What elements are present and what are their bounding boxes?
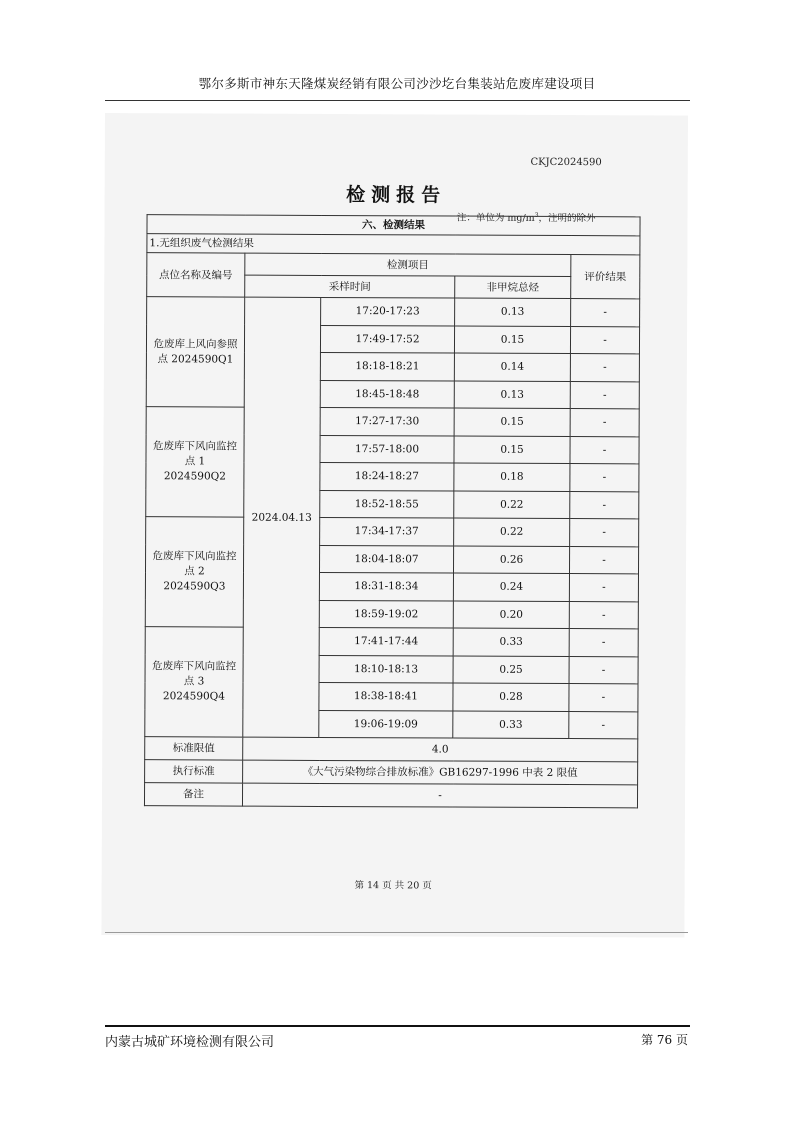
nmhc-value-cell: 0.33 [453, 711, 569, 739]
remark-row [144, 783, 637, 808]
standard-limit-row-value: 4.0 [243, 737, 638, 762]
footer-page-number: 第 76 页 [641, 1033, 688, 1047]
section-title: 六、检测结果 [147, 215, 640, 236]
evaluation-cell: - [570, 491, 639, 519]
sampling-time-cell: 18:38-18:41 [319, 682, 453, 710]
table-row [146, 517, 639, 547]
unit-note-superscript: 3 [534, 211, 539, 219]
header-divider [105, 100, 690, 101]
table-row [146, 407, 639, 437]
sampling-time-cell: 17:34-17:37 [320, 517, 454, 545]
nmhc-value-cell: 0.33 [453, 628, 569, 656]
sampling-time-cell: 18:18-18:21 [320, 352, 454, 380]
remark-row-value: - [242, 783, 637, 808]
nmhc-value-cell: 0.28 [453, 683, 569, 711]
sampling-time-cell: 18:45-18:48 [320, 380, 454, 408]
sampling-time-cell: 17:41-17:44 [319, 627, 453, 655]
scanned-report-page [101, 113, 688, 938]
remark-row-label: 备注 [144, 783, 242, 806]
nmhc-value-cell: 0.15 [454, 326, 570, 354]
document-header: 鄂尔多斯市神东天隆煤炭经销有限公司沙沙圪台集装站危废库建设项目 [198, 76, 596, 91]
evaluation-cell: - [570, 326, 639, 354]
sampling-time-cell: 18:52-18:55 [320, 490, 454, 518]
table-row [145, 627, 638, 657]
nmhc-value-cell: 0.26 [453, 546, 569, 574]
nmhc-value-cell: 0.13 [455, 298, 571, 326]
footer-divider [105, 1025, 690, 1027]
column-header-evaluation: 评价结果 [571, 255, 640, 299]
evaluation-cell: - [570, 381, 639, 409]
results-table [144, 211, 641, 808]
nmhc-value-cell: 0.18 [454, 463, 570, 491]
nmhc-value-cell: 0.25 [453, 656, 569, 684]
sampling-time-cell: 18:24-18:27 [320, 462, 454, 490]
footer-company: 内蒙古城矿环境检测有限公司 [105, 1035, 275, 1050]
evaluation-cell: - [569, 574, 638, 602]
evaluation-cell: - [569, 629, 638, 657]
nmhc-value-cell: 0.20 [453, 601, 569, 629]
evaluation-cell: - [569, 601, 638, 629]
executed-standard-row-value: 《大气污染物综合排放标准》GB16297-1996 中表 2 限值 [243, 760, 638, 785]
standard-limit-row [145, 737, 638, 762]
report-number: CKJC2024590 [530, 156, 602, 169]
evaluation-cell: - [570, 436, 639, 464]
evaluation-cell: - [570, 409, 639, 437]
column-header-nmhc: 非甲烷总烃 [455, 276, 571, 299]
sampling-time-cell: 17:57-18:00 [320, 435, 454, 463]
sampling-time-cell: 18:31-18:34 [319, 572, 453, 600]
evaluation-cell: - [569, 684, 638, 712]
sampling-time-cell: 17:49-17:52 [320, 325, 454, 353]
point-name-cell: 危废库下风向监控点 3 2024590Q4 [145, 627, 243, 737]
report-page-indicator: 第 14 页 共 20 页 [354, 880, 432, 892]
scan-edge [105, 932, 688, 933]
evaluation-cell: - [569, 656, 638, 684]
evaluation-cell: - [571, 299, 640, 327]
sampling-date-cell: 2024.04.13 [243, 297, 321, 737]
standard-limit-row-label: 标准限值 [145, 737, 243, 760]
nmhc-value-cell: 0.13 [454, 381, 570, 409]
evaluation-cell: - [569, 711, 638, 739]
sampling-time-cell: 18:59-19:02 [319, 600, 453, 628]
executed-standard-row [145, 760, 638, 785]
sampling-time-cell: 17:20-17:23 [321, 297, 455, 325]
nmhc-value-cell: 0.22 [454, 518, 570, 546]
point-name-cell: 危废库下风向监控点 1 2024590Q2 [146, 407, 244, 517]
point-name-cell: 危废库上风向参照点 2024590Q1 [146, 297, 244, 407]
report-title: 检测报告 [346, 184, 447, 207]
nmhc-value-cell: 0.22 [454, 491, 570, 519]
nmhc-value-cell: 0.14 [454, 353, 570, 381]
column-header-point: 点位名称及编号 [147, 253, 245, 297]
sampling-time-cell: 19:06-19:09 [319, 710, 453, 738]
nmhc-value-cell: 0.24 [453, 573, 569, 601]
sampling-time-cell: 17:27-17:30 [320, 407, 454, 435]
sampling-time-cell: 18:04-18:07 [319, 545, 453, 573]
nmhc-value-cell: 0.15 [454, 408, 570, 436]
unit-note-suffix: ，注明的除外 [538, 212, 596, 225]
evaluation-cell: - [570, 354, 639, 382]
unit-note-prefix: 注：单位为 mg/m [456, 212, 535, 224]
sampling-time-cell: 18:10-18:13 [319, 655, 453, 683]
column-header-items: 检测项目 [245, 253, 571, 276]
executed-standard-row-label: 执行标准 [145, 760, 243, 783]
evaluation-cell: - [569, 546, 638, 574]
evaluation-cell: - [570, 464, 639, 492]
point-name-cell: 危废库下风向监控点 2 2024590Q3 [145, 517, 243, 627]
subsection-title: 1.无组织废气检测结果 [147, 234, 640, 255]
evaluation-cell: - [570, 519, 639, 547]
column-header-sampling-time: 采样时间 [245, 275, 455, 298]
nmhc-value-cell: 0.15 [454, 436, 570, 464]
table-row [147, 297, 640, 327]
